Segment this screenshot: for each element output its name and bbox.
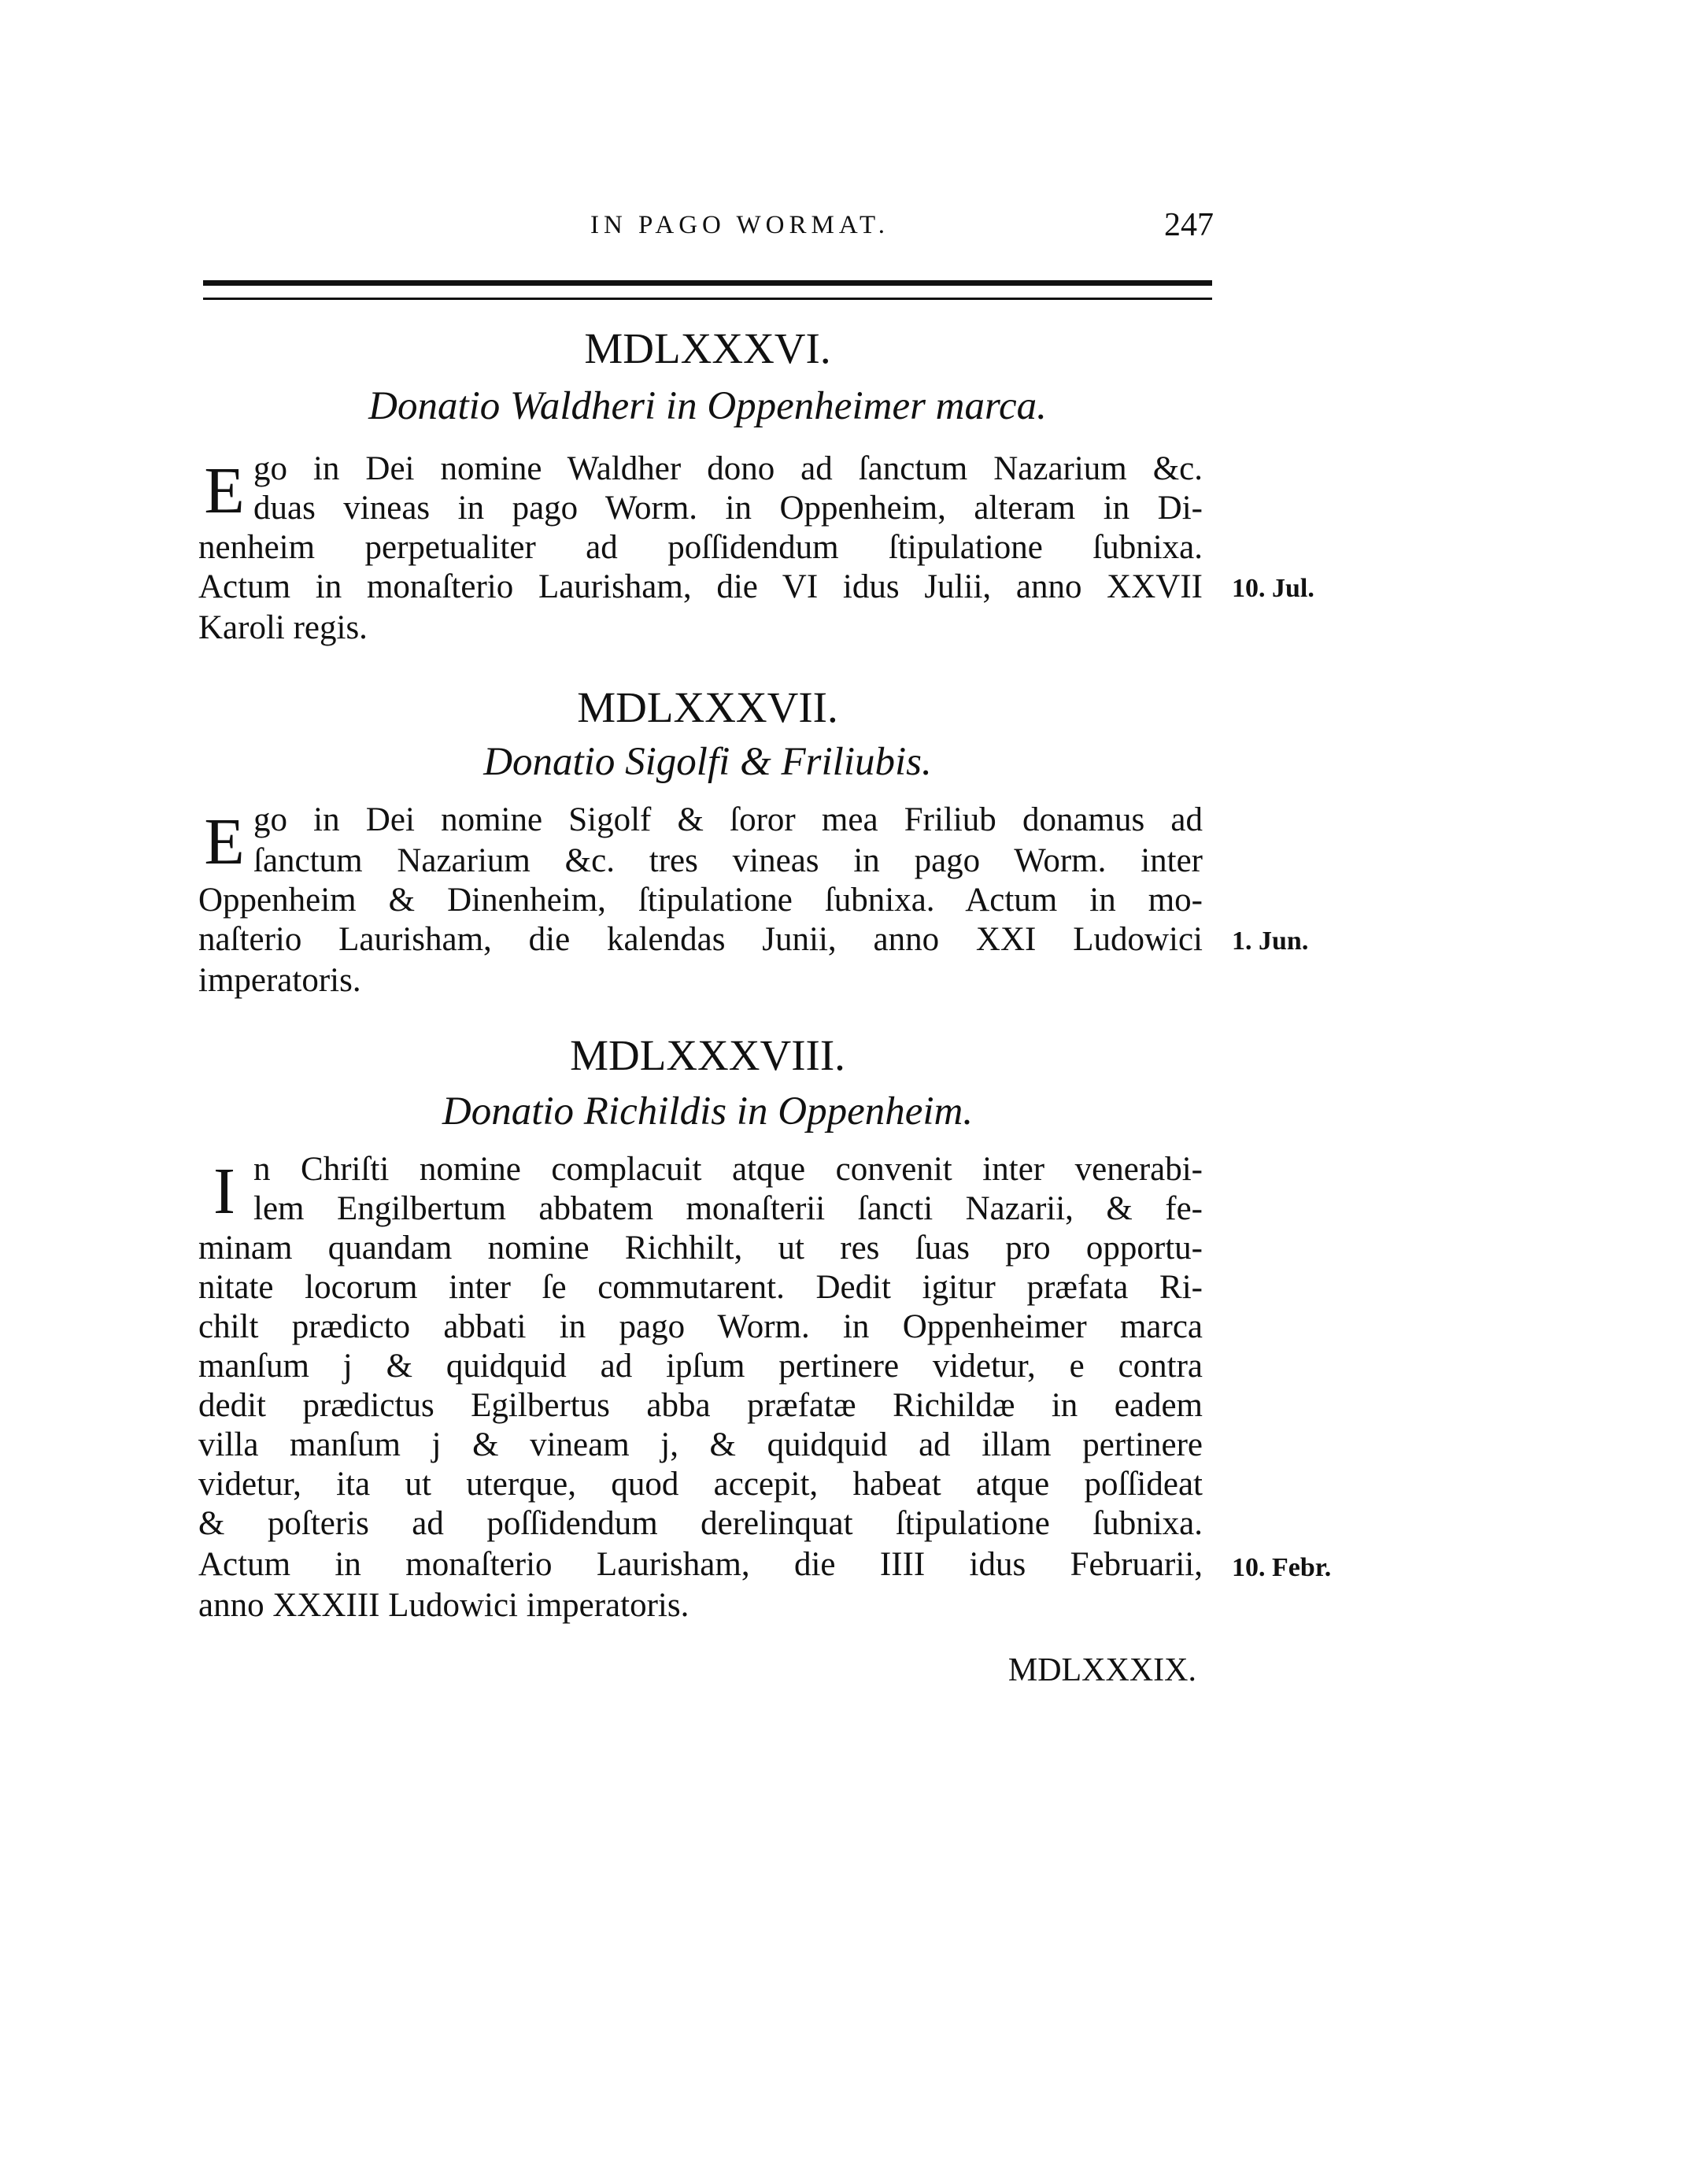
initial-letter: E: [204, 805, 245, 878]
text-line: dedit prædictus Egilbertus abba præfatæ Richildæ in eadem: [198, 1387, 1203, 1424]
initial-letter: E: [204, 454, 245, 527]
margin-date: 10. Jul.: [1232, 574, 1314, 603]
text-line: nitate locorum inter ſe commutarent. Dedit igitur præfata Ri-: [198, 1269, 1203, 1306]
margin-date: 10. Febr.: [1232, 1553, 1332, 1582]
text-line: go in Dei nomine Sigolf & ſoror mea Friliub donamus ad: [253, 801, 1203, 838]
text-line: videtur, ita ut uterque, quod accepit, habeat atque poſſideat: [198, 1466, 1203, 1503]
header-rule-thick: [203, 280, 1212, 286]
text-line: minam quandam nomine Richhilt, ut res ſuas pro opportu-: [198, 1230, 1203, 1267]
charter-title: Donatio Richildis in Oppenheim.: [442, 1089, 974, 1134]
text-line: nenheim perpetualiter ad poſſidendum ſtipulatione ſubnixa.: [198, 529, 1203, 566]
text-line: Actum in monaſterio Laurisham, die IIII idus Februarii,: [198, 1546, 1203, 1583]
text-line: villa manſum j & vineam j, & quidquid ad illam pertinere: [198, 1426, 1203, 1463]
catchword: MDLXXXIX.: [1007, 1652, 1196, 1688]
text-line: naſterio Laurisham, die kalendas Junii, anno XXI Ludowici: [198, 921, 1203, 958]
initial-letter: I: [213, 1155, 235, 1228]
text-line: chilt prædicto abbati in pago Worm. in Oppenheimer marca: [198, 1308, 1203, 1345]
text-line: go in Dei nomine Waldher dono ad ſanctum Nazarium &c.: [253, 450, 1203, 487]
text-line: ſanctum Nazarium &c. tres vineas in pago Worm. inter: [253, 842, 1203, 879]
text-line: Karoli regis.: [198, 609, 368, 646]
charter-title: Donatio Waldheri in Oppenheimer marca.: [368, 384, 1047, 428]
charter-number: MDLXXXVII.: [577, 683, 838, 731]
text-line: manſum j & quidquid ad ipſum pertinere videtur, e contra: [198, 1348, 1203, 1385]
page-number: 247: [1164, 207, 1214, 243]
text-line: duas vineas in pago Worm. in Oppenheim, alteram in Di-: [253, 490, 1203, 527]
header-rule-thin: [203, 298, 1212, 300]
charter-number: MDLXXXVIII.: [570, 1031, 845, 1079]
text-line: imperatoris.: [198, 962, 361, 999]
text-line: n Chriſti nomine complacuit atque convenit inter venerabi-: [253, 1151, 1203, 1188]
text-line: Actum in monaſterio Laurisham, die VI idus Julii, anno XXVII: [198, 568, 1203, 605]
charter-title: Donatio Sigolfi & Friliubis.: [483, 740, 932, 784]
text-line: lem Engilbertum abbatem monaſterii ſancti Nazarii, & fe-: [253, 1190, 1203, 1227]
text-line: Oppenheim & Dinenheim, ſtipulatione ſubnixa. Actum in mo-: [198, 882, 1203, 919]
charter-number: MDLXXXVI.: [584, 324, 831, 372]
margin-date: 1. Jun.: [1232, 926, 1309, 956]
running-title: IN PAGO WORMAT.: [590, 211, 889, 239]
text-line: anno XXXIII Ludowici imperatoris.: [198, 1587, 689, 1624]
text-line: & poſteris ad poſſidendum derelinquat ſtipulatione ſubnixa.: [198, 1505, 1203, 1542]
